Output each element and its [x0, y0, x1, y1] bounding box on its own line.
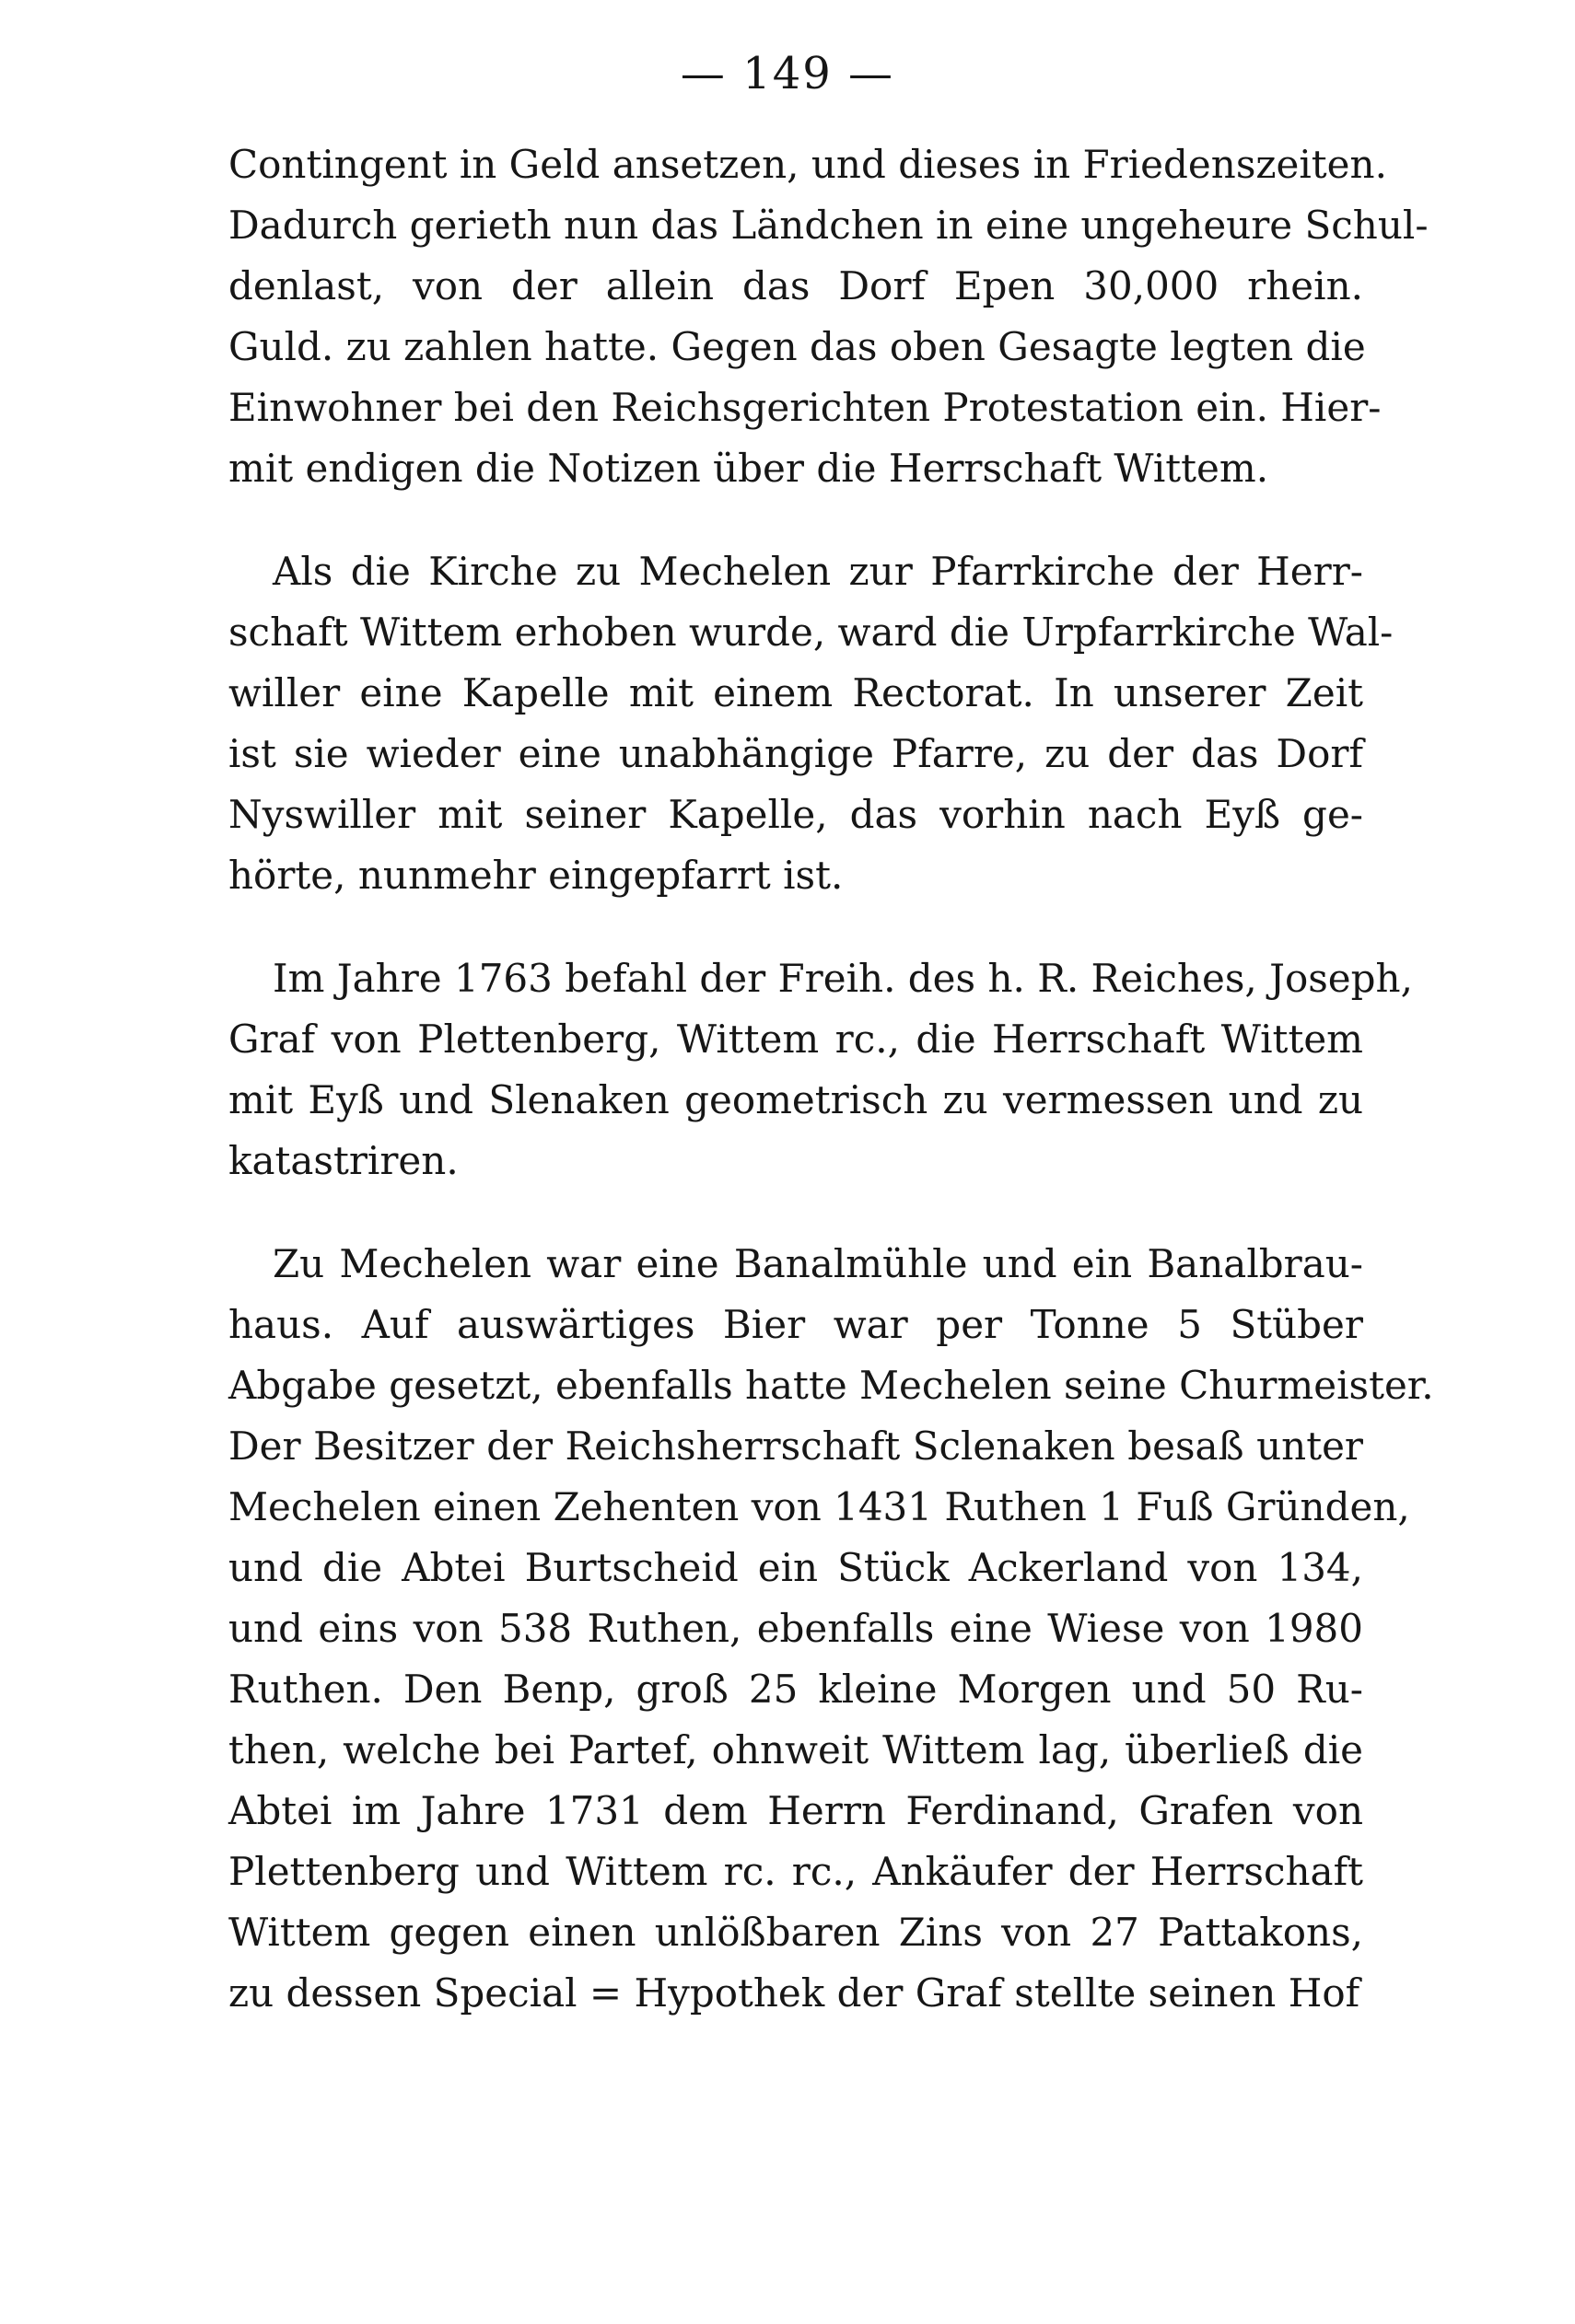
text-line: Der Besitzer der Reichsherrschaft Sclenaken besaß unter — [228, 1423, 1363, 1469]
text-line: ist sie wieder eine unabhängige Pfarre, zu der das Dorf — [228, 731, 1363, 776]
text-line: Abgabe gesetzt, ebenfalls hatte Mechelen seine Churmeister. — [228, 1363, 1434, 1408]
text-line: mit endigen die Notizen über die Herrschaft Wittem. — [228, 446, 1269, 491]
text-line: willer eine Kapelle mit einem Rectorat. In unserer Zeit — [228, 670, 1363, 715]
text-line: hörte, nunmehr eingepfarrt ist. — [228, 853, 844, 898]
paragraph-2 — [228, 541, 1394, 906]
paragraph-3 — [228, 948, 1413, 1191]
text-line: Nyswiller mit seiner Kapelle, das vorhin nach Eyß ge- — [228, 792, 1363, 837]
paragraph-4 — [228, 1234, 1434, 2024]
text-line: denlast, von der allein das Dorf Epen 30,000 rhein. — [228, 263, 1363, 308]
text-line: Plettenberg und Wittem rc. rc., Ankäufer der Herrschaft — [228, 1849, 1363, 1894]
text-line: then, welche bei Partef, ohnweit Wittem lag, überließ die — [228, 1727, 1363, 1772]
paragraph-spacer — [228, 499, 1363, 541]
text-line: Wittem gegen einen unlößbaren Zins von 27 Pattakons, — [228, 1910, 1363, 1955]
text-line: mit Eyß und Slenaken geometrisch zu vermessen und zu — [228, 1077, 1363, 1122]
text-line: Contingent in Geld ansetzen, und dieses in Friedenszeiten. — [228, 142, 1387, 187]
body-text — [228, 134, 1434, 2024]
text-line: zu dessen Special = Hypothek der Graf stellte seinen Hof — [228, 1970, 1360, 2016]
text-line: Abtei im Jahre 1731 dem Herrn Ferdinand, Grafen von — [228, 1788, 1363, 1833]
text-line: Im Jahre 1763 befahl der Freih. des h. R. Reiches, Joseph, — [273, 956, 1413, 1001]
text-line: schaft Wittem erhoben wurde, ward die Urpfarrkirche Wal- — [228, 610, 1394, 655]
text-line: und die Abtei Burtscheid ein Stück Ackerland von 134, — [228, 1545, 1363, 1590]
page-number: — 149 — — [680, 48, 895, 99]
text-line: Guld. zu zahlen hatte. Gegen das oben Gesagte legten die — [228, 324, 1366, 369]
text-line: Zu Mechelen war eine Banalmühle und ein Banalbrau- — [273, 1241, 1363, 1286]
paragraph-spacer — [228, 1191, 1363, 1234]
text-line: Als die Kirche zu Mechelen zur Pfarrkirche der Herr- — [273, 549, 1363, 594]
paragraph-1 — [228, 134, 1429, 499]
paragraph-spacer — [228, 906, 1363, 948]
text-line: Dadurch gerieth nun das Ländchen in eine ungeheure Schul- — [228, 203, 1429, 248]
text-line: Ruthen. Den Benp, groß 25 kleine Morgen und 50 Ru- — [228, 1667, 1363, 1712]
text-line: haus. Auf auswärtiges Bier war per Tonne 5 Stüber — [228, 1302, 1363, 1347]
text-line: katastriren. — [228, 1138, 459, 1183]
text-line: Mechelen einen Zehenten von 1431 Ruthen 1 Fuß Gründen, — [228, 1484, 1410, 1529]
text-line: und eins von 538 Ruthen, ebenfalls eine Wiese von 1980 — [228, 1606, 1363, 1651]
text-line: Graf von Plettenberg, Wittem rc., die Herrschaft Wittem — [228, 1017, 1363, 1062]
text-line: Einwohner bei den Reichsgerichten Protestation ein. Hier- — [228, 385, 1382, 430]
